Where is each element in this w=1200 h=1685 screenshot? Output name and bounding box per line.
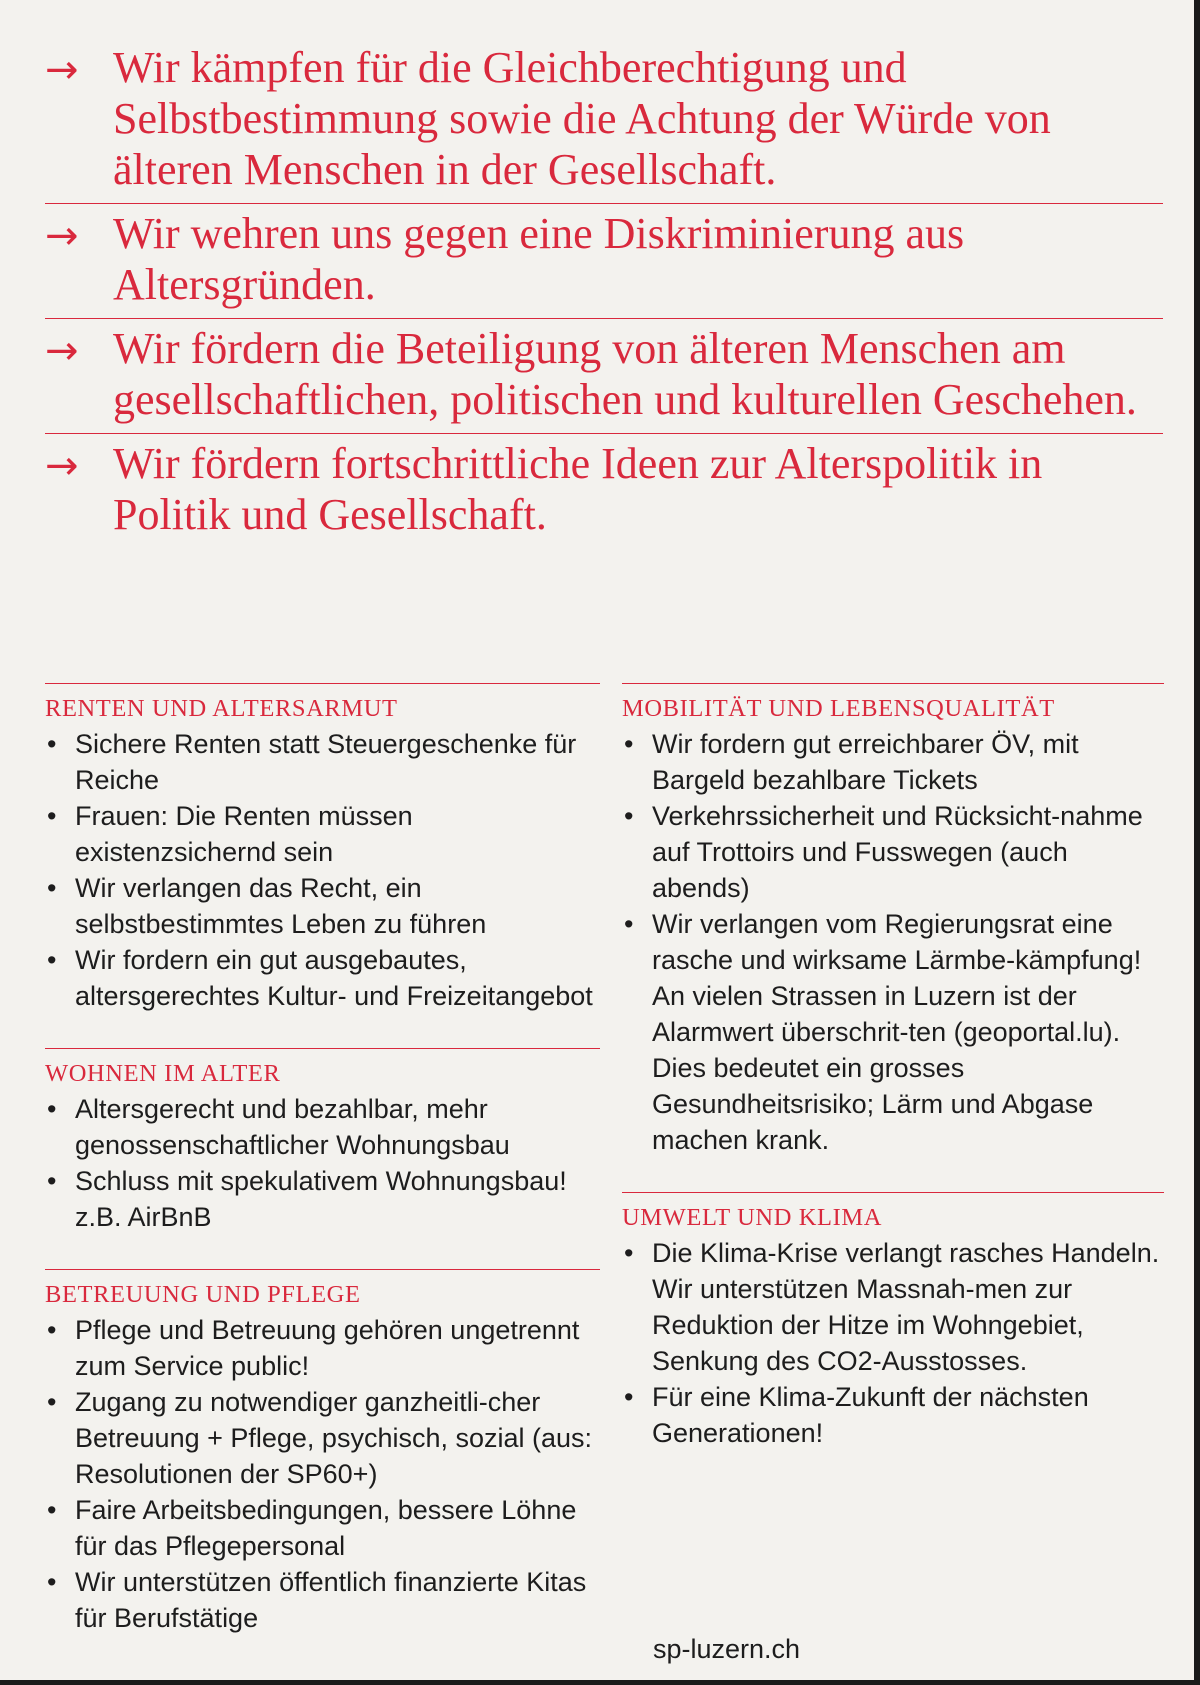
list-item [45,1163,600,1235]
list-item-text: Altersgerecht und bezahlbar, mehr genossenschaftlicher Wohnungsbau [75,1094,510,1160]
goals-list [45,38,1163,548]
arrow-right-icon: → [45,47,79,93]
list-item [622,798,1164,906]
bullet-icon: • [624,909,634,939]
goal-text: Wir fördern fortschrittliche Ideen zur Alterspolitik in Politik und Gesellschaft. [113,439,1043,539]
list-item [45,1492,600,1564]
list-item-text: Wir fordern ein gut ausgebautes, altersgerechtes Kultur- und Freizeitangebot [75,945,593,1011]
bullet-icon: • [47,945,57,975]
bullet-icon: • [47,1166,57,1196]
list-item-text: Für eine Klima-Zukunft der nächsten Generationen! [652,1382,1089,1448]
section-title: WOHNEN IM ALTER [45,1060,281,1087]
section-title: RENTEN UND ALTERSARMUT [45,695,398,722]
list-item [45,1384,600,1492]
bullet-icon: • [47,729,57,759]
section-betreuung [45,1269,600,1636]
goal-text: Wir wehren uns gegen eine Diskriminierung aus Altersgründen. [113,209,965,309]
list-item [45,1091,600,1163]
list-item-text: Wir unterstützen öffentlich finanzierte Kitas für Berufstätige [75,1567,587,1633]
section-renten [45,683,600,1014]
footer-url: sp-luzern.ch [653,1634,801,1664]
bullet-icon: • [47,1094,57,1124]
list-item-text: Die Klima-Krise verlangt rasches Handeln. Wir unterstützen Massnah-men zur Reduktion der Hitze im Wohngebiet, Senkung des CO2-Ausstosses. [652,1238,1160,1376]
list-item-text: Sichere Renten statt Steuergeschenke für Reiche [75,729,577,795]
list-item [45,726,600,798]
list-item-text: Faire Arbeitsbedingungen, bessere Löhne für das Pflegepersonal [75,1495,577,1561]
list-item [622,726,1164,798]
goal-item [45,434,1163,548]
list-item [45,1564,600,1636]
list-item-text: Schluss mit spekulativem Wohnungsbau! z.B. AirBnB [75,1166,567,1232]
arrow-right-icon: → [45,328,79,374]
section-mobilitaet [622,683,1164,1158]
list-item-text: Frauen: Die Renten müssen existenzsichernd sein [75,801,413,867]
section-title: UMWELT UND KLIMA [622,1204,883,1231]
bullet-list [45,726,600,1014]
goal-item [45,204,1163,319]
bullet-list [622,1235,1164,1451]
bullet-icon: • [47,801,57,831]
list-item [45,870,600,942]
section-title: BETREUUNG UND PFLEGE [45,1281,361,1308]
list-item [622,1379,1164,1451]
arrow-right-icon: → [45,213,79,259]
list-item-text: Zugang zu notwendiger ganzheitli-cher Betreuung + Pflege, psychisch, sozial (aus: Resolutionen der SP60+) [75,1387,593,1489]
bullet-icon: • [624,1238,634,1268]
section-wohnen [45,1048,600,1235]
bullet-icon: • [624,729,634,759]
section-umwelt [622,1192,1164,1451]
goal-item [45,38,1163,204]
bullet-icon: • [47,1495,57,1525]
bullet-list [45,1312,600,1636]
section-title: MOBILITÄT UND LEBENSQUALITÄT [622,695,1055,722]
bullet-icon: • [47,1315,57,1345]
bullet-icon: • [47,873,57,903]
list-item [45,1312,600,1384]
list-item [45,942,600,1014]
left-column [45,683,600,1670]
list-item-text: Verkehrssicherheit und Rücksicht-nahme auf Trottoirs und Fusswegen (auch abends) [652,801,1143,903]
list-item [622,906,1164,1158]
list-item-text: Wir verlangen vom Regierungsrat eine rasche und wirksame Lärmbe-kämpfung! An vielen Strassen in Luzern ist der Alarmwert überschrit-ten (geoportal.lu). Dies bedeutet ein grosses Gesundheitsrisiko; Lärm und Abgase machen krank. [652,909,1142,1155]
bullet-icon: • [624,1382,634,1412]
bullet-icon: • [624,801,634,831]
goal-text: Wir fördern die Beteiligung von älteren Menschen am gesellschaftlichen, politischen und kulturellen Geschehen. [113,324,1137,424]
list-item [45,798,600,870]
bullet-list [45,1091,600,1235]
bullet-icon: • [47,1387,57,1417]
bullet-icon: • [47,1567,57,1597]
bullet-list [622,726,1164,1158]
scan-edge-bottom [0,1680,1200,1685]
list-item-text: Wir verlangen das Recht, ein selbstbestimmtes Leben zu führen [75,873,487,939]
list-item-text: Pflege und Betreuung gehören ungetrennt zum Service public! [75,1315,580,1381]
goal-text: Wir kämpfen für die Gleichberechtigung und Selbstbestimmung sowie die Achtung der Würde von älteren Menschen in der Gesellschaft. [113,43,1051,194]
scan-edge-right [1194,0,1200,1685]
list-item [622,1235,1164,1379]
goal-item [45,319,1163,434]
arrow-right-icon: → [45,443,79,489]
list-item-text: Wir fordern gut erreichbarer ÖV, mit Bargeld bezahlbare Tickets [652,729,1079,795]
right-column [622,683,1164,1485]
